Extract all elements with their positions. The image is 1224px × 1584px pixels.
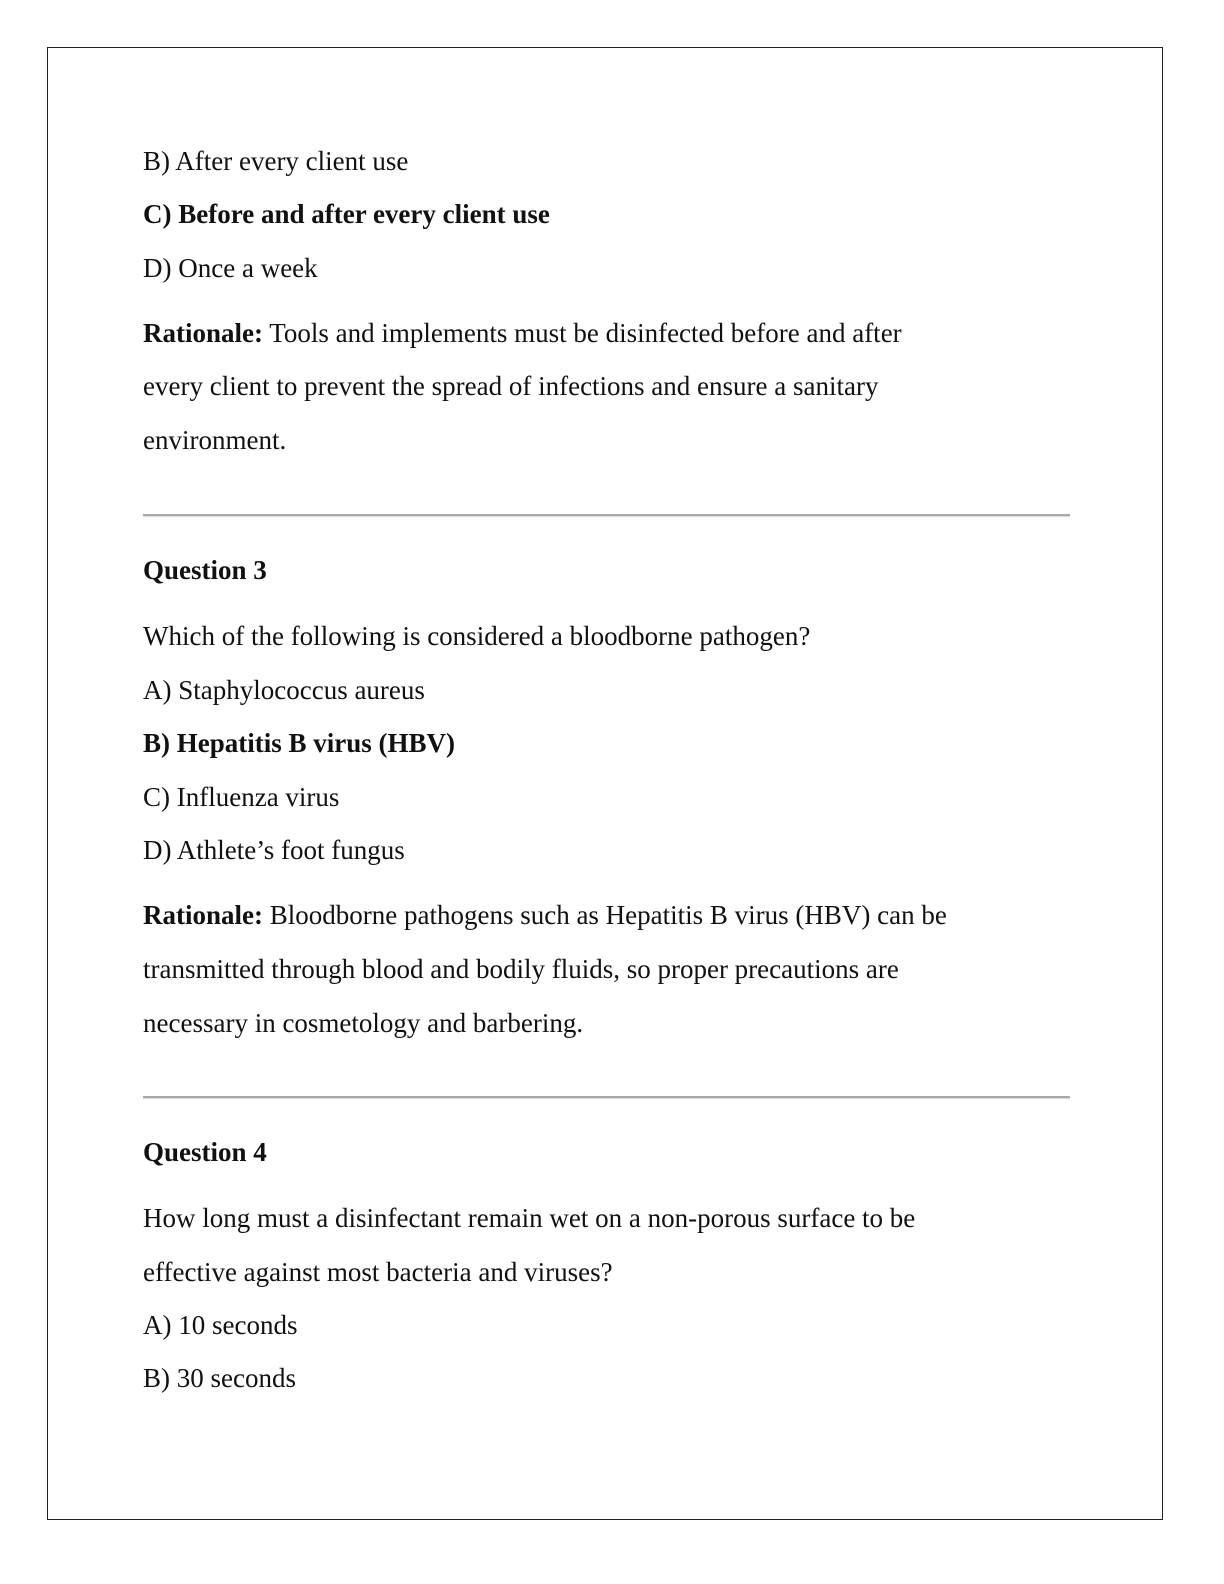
q3-option-d: D) Athlete’s foot fungus [143, 835, 405, 865]
q2-option-b: B) After every client use [143, 146, 409, 176]
q2-rationale-line-3: environment. [143, 425, 287, 455]
q3-question: Which of the following is considered a bloodborne pathogen? [143, 621, 811, 651]
q2-rationale-line-2: every client to prevent the spread of infections and ensure a sanitary [143, 371, 879, 401]
q3-rationale-label: Rationale: [143, 900, 263, 930]
section-divider [143, 1096, 1070, 1098]
q4-question-line-1: How long must a disinfectant remain wet on a non-porous surface to be [143, 1203, 916, 1233]
q2-option-d: D) Once a week [143, 253, 318, 283]
q2-option-c-correct: C) Before and after every client use [143, 199, 550, 229]
q3-rationale-line-1 [143, 899, 947, 931]
q2-rationale-label: Rationale: [143, 318, 263, 348]
q4-option-a: A) 10 seconds [143, 1310, 298, 1340]
q4-question-line-2: effective against most bacteria and viruses? [143, 1257, 613, 1287]
q3-rationale-line-3: necessary in cosmetology and barbering. [143, 1008, 584, 1038]
q3-rationale-text: Bloodborne pathogens such as Hepatitis B virus (HBV) can be [262, 900, 947, 930]
q4-option-b: B) 30 seconds [143, 1363, 296, 1393]
q2-rationale-text: Tools and implements must be disinfected before and after [262, 318, 902, 348]
q2-rationale-line-1 [143, 317, 902, 349]
q3-heading: Question 3 [143, 555, 267, 585]
q3-option-a: A) Staphylococcus aureus [143, 675, 425, 705]
q4-heading: Question 4 [143, 1137, 267, 1167]
q3-option-c: C) Influenza virus [143, 782, 340, 812]
q3-rationale-line-2: transmitted through blood and bodily fluids, so proper precautions are [143, 954, 899, 984]
section-divider [143, 514, 1070, 516]
q3-option-b-correct: B) Hepatitis B virus (HBV) [143, 728, 456, 758]
